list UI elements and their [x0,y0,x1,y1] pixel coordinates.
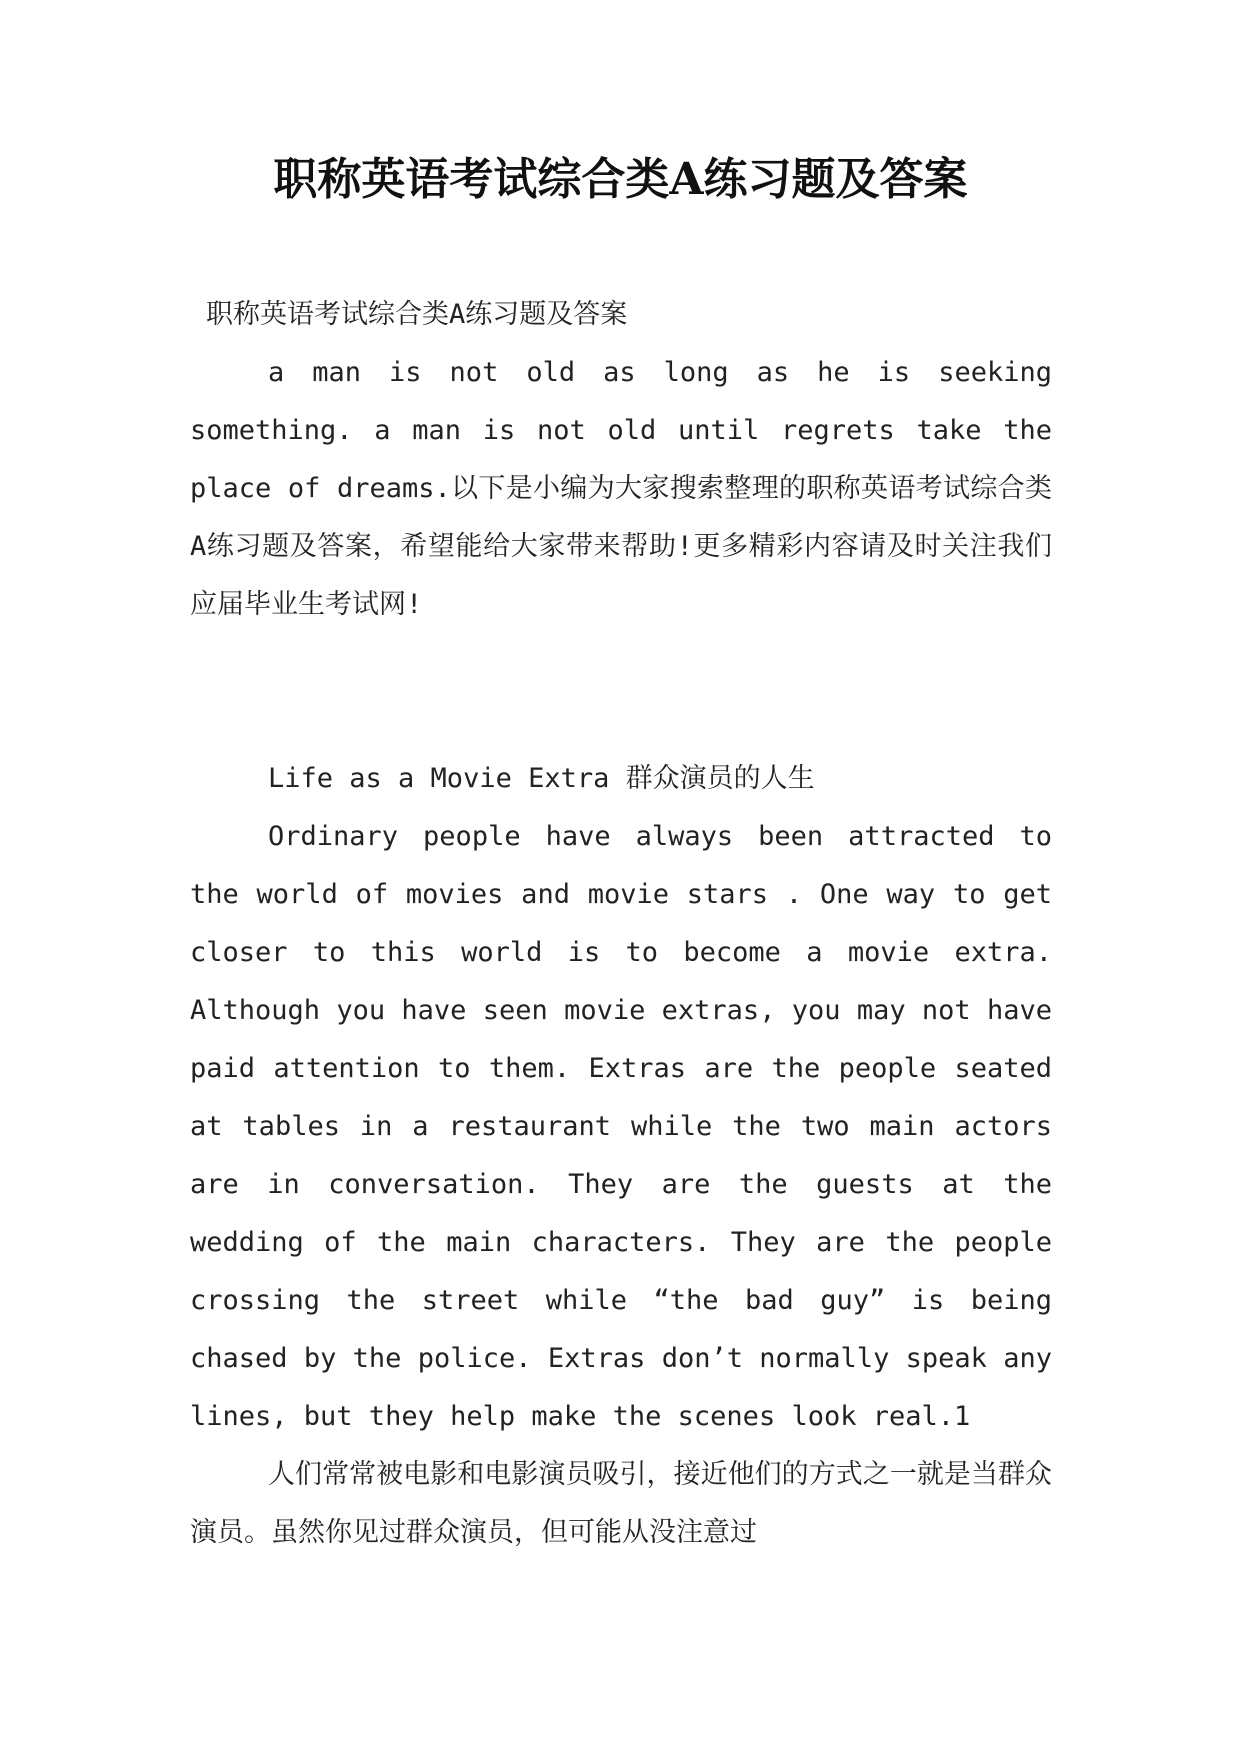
document-subtitle: 职称英语考试综合类A练习题及答案 [206,299,628,330]
section-heading: Life as a Movie Extra 群众演员的人生 [268,763,815,794]
intro-paragraph: a man is not old as long as he is seeking something. a man is not old until regrets take the place of dreams.以下是小编为大家搜索整理的职称英语考试综合类A练习题及答案，希望能给大家带来帮助!更多精彩内容请及时关注我们应届毕业生考试网! [190,357,1052,620]
document-title: 职称英语考试综合类A练习题及答案 [273,154,968,205]
chinese-paragraph: 人们常常被电影和电影演员吸引，接近他们的方式之一就是当群众演员。虽然你见过群众演员，但可能从没注意过 [190,1459,1052,1548]
english-paragraph: Ordinary people have always been attracted to the world of movies and movie stars . One way to get closer to this world is to become a movie extra. Although you have seen movie extras, you may not have paid attention to them. Extras are the people seated at tables in a restaurant while the two main actors are in conversation. They are the guests at the wedding of the main characters. They are the people crossing the street while “the bad guy” is being chased by the police. Extras don’t normally speak any lines, but they help make the scenes look real.1 [190,821,1052,1432]
document-body [190,286,1052,1562]
paragraph-spacer [190,634,1052,750]
